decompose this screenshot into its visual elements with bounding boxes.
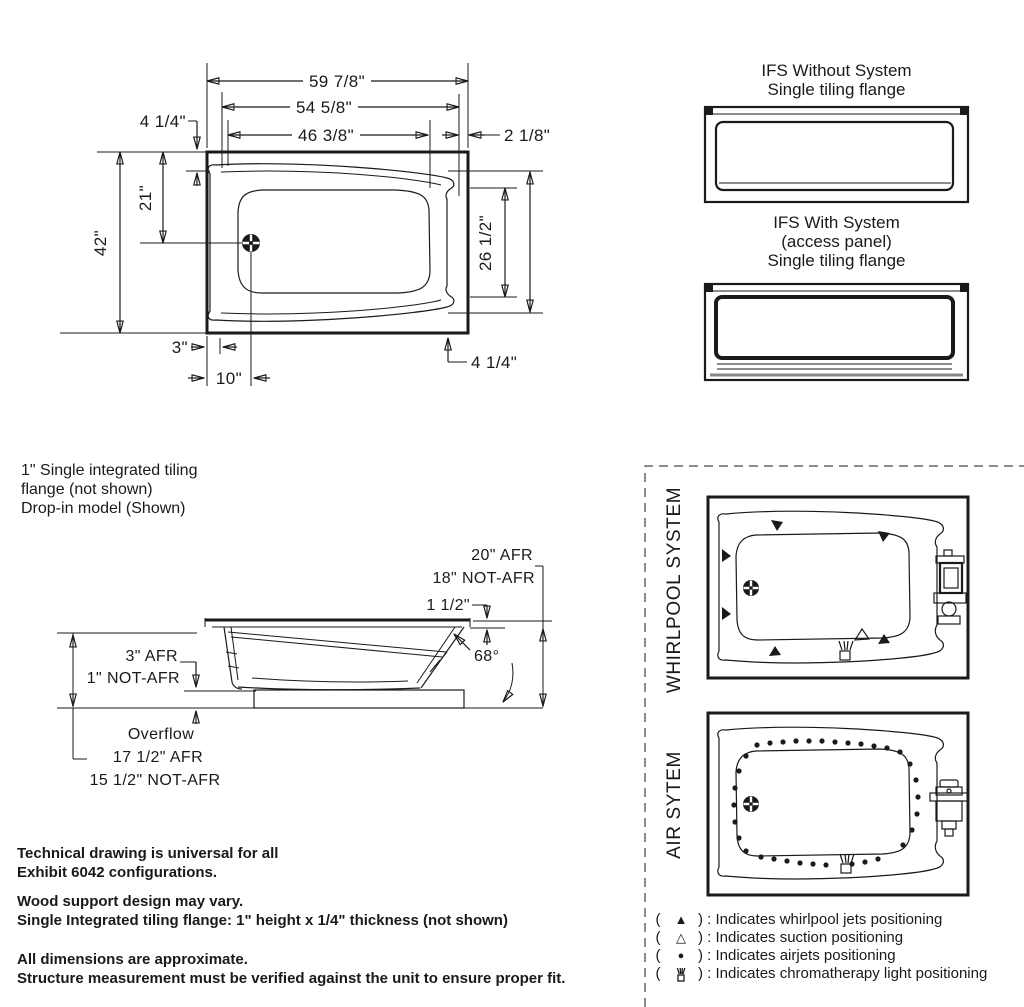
base-notafr-label: 1" NOT-AFR — [86, 670, 180, 687]
dim-overall-depth-label: 42" — [91, 229, 110, 257]
drain-symbol — [242, 234, 260, 252]
dim-flange-top-left-label: 4 1/4" — [139, 112, 186, 131]
flange-note-line1: 1" Single integrated tiling — [21, 462, 198, 479]
drain-symbol — [743, 580, 759, 596]
whirlpool-jet-icon — [722, 607, 731, 620]
air-blower — [930, 780, 968, 836]
symbol-legend — [650, 911, 987, 983]
note-universal-line2: Exhibit 6042 configurations. — [17, 863, 218, 881]
drain-symbol — [743, 796, 759, 812]
dim-rim-width-label: 54 5/8" — [295, 98, 353, 117]
flange-note — [21, 461, 197, 518]
note-dimensions-approximate: All dimensions are approximate. — [17, 951, 248, 968]
flange-note-line3: Drop-in model (Shown) — [21, 500, 186, 517]
ifs-with-title-block — [705, 213, 968, 270]
ifs-with-subtitle: (access panel) — [781, 232, 892, 251]
whirlpool-jet-icon — [878, 634, 890, 644]
dim-overall-width-label: 59 7/8" — [308, 72, 366, 91]
air-system-label: AIR SYTEM — [664, 751, 685, 859]
legend-row-chromatherapy — [650, 965, 987, 983]
tub-basin-outline — [238, 190, 430, 293]
ifs-without-title-block — [705, 61, 968, 99]
dim-drain-from-top-label: 21" — [136, 184, 155, 212]
legend-row-suction — [650, 929, 987, 947]
whirlpool-jet-filled-triangle-icon: ▲ — [674, 912, 688, 927]
legend-row-airjets — [650, 947, 987, 965]
dim-flange-bottom-right-label: 4 1/4" — [471, 353, 518, 372]
whirlpool-pump — [934, 550, 966, 624]
legend-text-suction: ) : Indicates suction positioning — [698, 929, 904, 946]
whirlpool-system-diagram — [708, 497, 968, 678]
ifs-with-system-view — [705, 284, 968, 380]
ifs-without-title: IFS Without System — [761, 61, 912, 80]
legend-text-airjets: ) : Indicates airjets positioning — [698, 947, 896, 964]
legend-text-whirlpool-jets: ) : Indicates whirlpool jets positioning — [698, 911, 943, 928]
top-view-drawing — [60, 63, 550, 388]
legend-row-whirlpool-jets — [650, 911, 987, 929]
height-afr-label: 20" AFR — [471, 547, 533, 564]
ifs-without-subtitle: Single tiling flange — [767, 80, 906, 99]
access-panel — [716, 297, 953, 358]
side-view-drawing — [57, 547, 552, 789]
ifs-with-subtitle2: Single tiling flange — [767, 251, 906, 270]
chromatherapy-light-icon — [839, 641, 853, 660]
note-universal-line1: Technical drawing is universal for all — [17, 845, 279, 862]
overflow-label: Overflow — [127, 726, 195, 743]
ifs-with-title: IFS With System — [773, 213, 900, 232]
legend-text-chromatherapy: ) : Indicates chromatherapy light positioning — [698, 965, 988, 982]
paren-open: ( — [655, 965, 661, 982]
note-wood-support: Wood support design may vary. — [17, 893, 244, 910]
chromatherapy-light-icon — [666, 965, 696, 984]
base-afr-label: 3" AFR — [125, 648, 178, 665]
airjet-dot-icon: ● — [677, 950, 685, 962]
wall-angle-label: 68° — [474, 648, 500, 665]
dim-basin-depth-label: 26 1/2" — [476, 214, 495, 272]
paren-open: ( — [655, 911, 661, 928]
dim-right-offset-label: 2 1/8" — [504, 126, 551, 145]
whirlpool-jet-icon — [722, 549, 731, 562]
overflow-notafr-label: 15 1/2" NOT-AFR — [89, 772, 221, 789]
dim-drain-edge-offset-label: 3" — [171, 338, 188, 357]
whirlpool-jet-icon — [878, 531, 890, 542]
whirlpool-system-label: WHIRLPOOL SYSTEM — [664, 486, 685, 694]
paren-open: ( — [655, 947, 661, 964]
overflow-afr-label: 17 1/2" AFR — [112, 749, 204, 766]
airjet-dots — [731, 738, 920, 867]
suction-open-triangle-icon: △ — [676, 930, 686, 945]
flange-note-line2: flange (not shown) — [21, 481, 153, 498]
note-tiling-flange: Single Integrated tiling flange: 1" height x 1/4" thickness (not shown) — [17, 911, 508, 929]
note-structure-measurement: Structure measurement must be verified against the unit to ensure proper fit. — [17, 969, 566, 987]
wood-support-base — [254, 690, 464, 708]
paren-open: ( — [655, 929, 661, 946]
height-notafr-label: 18" NOT-AFR — [432, 570, 535, 587]
ifs-without-system-view — [705, 107, 968, 202]
dim-drain-center-label: 10" — [215, 369, 243, 388]
air-system-diagram — [708, 713, 968, 895]
footnotes — [17, 845, 565, 988]
whirlpool-jet-icon — [771, 520, 783, 531]
deck-thickness-label: 1 1/2" — [426, 597, 470, 614]
whirlpool-jet-icon — [769, 646, 781, 656]
dim-basin-width-label: 46 3/8" — [297, 126, 355, 145]
